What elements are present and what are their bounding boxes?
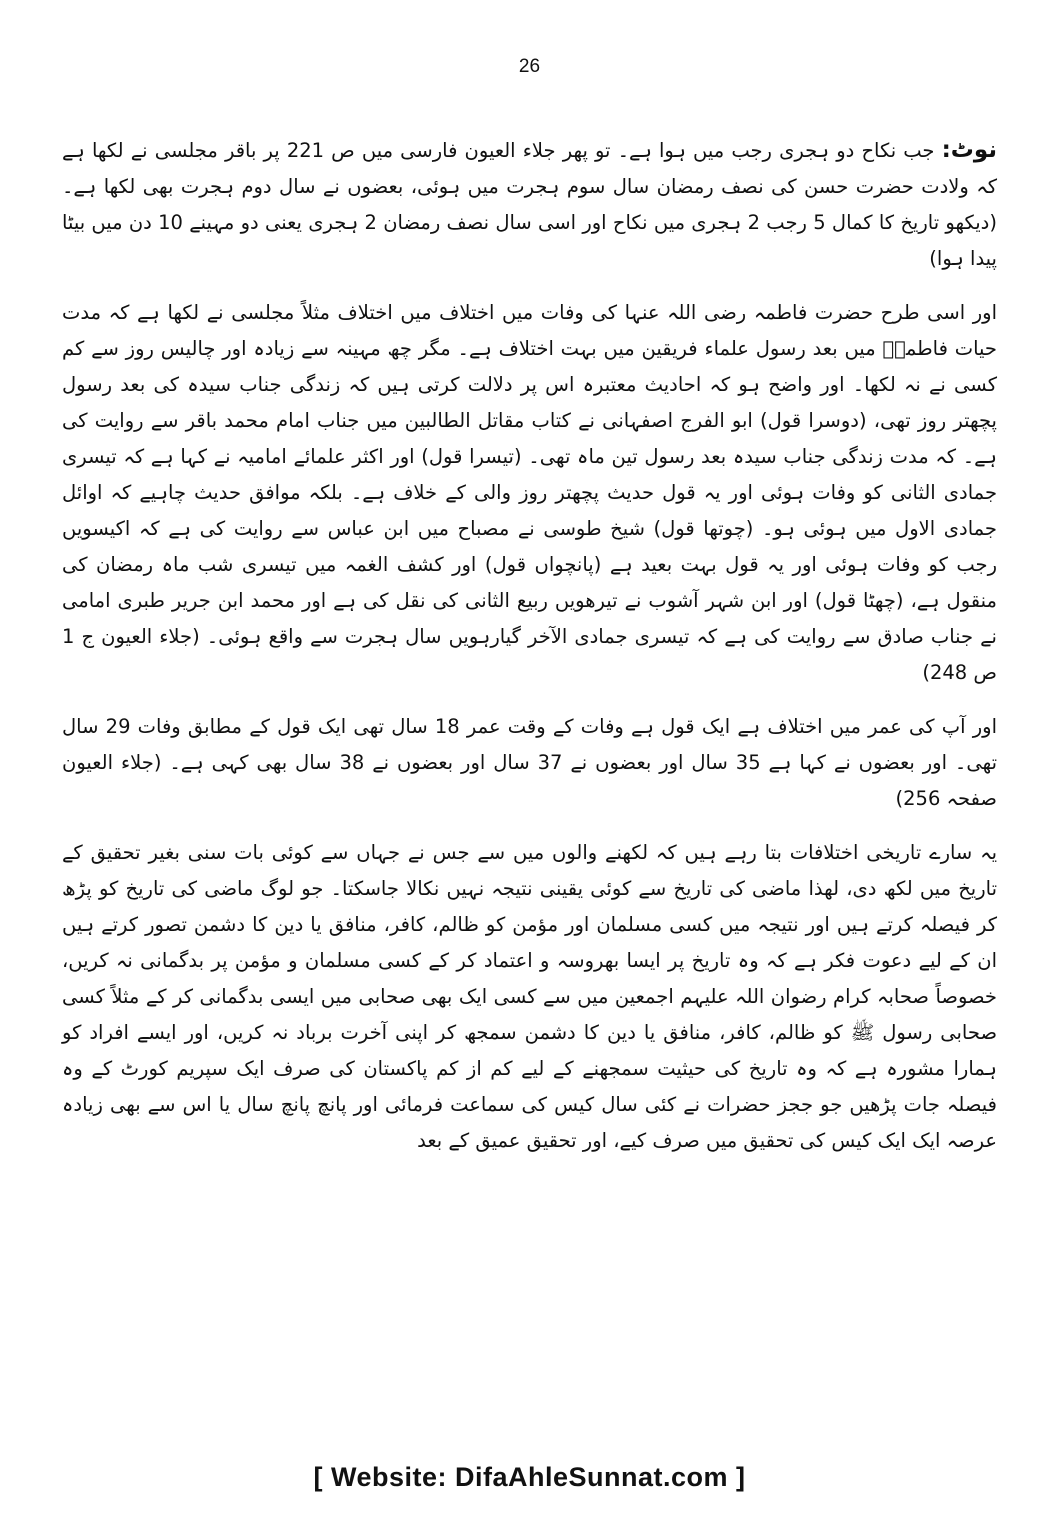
page-number: 26 (518, 56, 541, 77)
paragraph-age (62, 709, 997, 817)
note-label: نوٹ: (941, 137, 997, 163)
document-body (62, 132, 997, 1177)
paragraph-text: یہ سارے تاریخی اختلافات بتا رہے ہیں کہ لکھنے والوں میں سے جس نے جہاں سے کوئی بات سنی بغیر تحقیق کے تاریخ میں لکھ دی، لھذا ماضی کی تاریخ سے کوئی یقینی نتیجہ نہیں نکالا جاسکتا۔ جو لوگ ماضی کی تاریخ کو پڑھ کر فیصلہ کرتے ہیں اور نتیجہ میں کسی مسلمان اور مؤمن کو ظالم، کافر، منافق یا دین کا دشمن تصور کرتے ہیں ان کے لیے دعوت فکر ہے کہ وہ تاریخ پر ایسا بھروسہ و اعتماد کر کے کسی مسلمان و مؤمن پر بدگمانی نہ کریں، خصوصاً صحابہ کرام رضوان اللہ علیہم اجمعین میں سے کسی ایک بھی صحابی میں ایسی بدگمانی کر کے مثلاً کسی صحابی رسول ﷺ کو ظالم، کافر، منافق یا دین کا دشمن سمجھ کر اپنی آخرت برباد نہ کریں، اور ایسے افراد کو ہمارا مشورہ ہے کہ وہ تاریخ کی حیثیت سمجھنے کے لیے کم از کم پاکستان کی صرف ایک سپریم کورٹ کے وہ فیصلہ جات پڑھیں جو ججز حضرات نے کئی سال کیس کی سماعت فرمائی اور پانچ پانچ سال یا اس سے بھی زیادہ عرصہ ایک ایک کیس کی تحقیق میں صرف کیے، اور تحقیق عمیق کے بعد (62, 841, 997, 1152)
paragraph-note (62, 132, 997, 277)
paragraph-text: اور اسی طرح حضرت فاطمہ رضی اللہ عنہا کی وفات میں اختلاف میں اختلاف مثلاً مجلسی نے لکھا ہے کہ مدت حیات فاطمہؓ میں بعد رسول علماء فریقین میں بہت اختلاف ہے۔ مگر چھ مہینہ سے زیادہ اور چالیس روز سے کم کسی نے نہ لکھا۔ اور واضح ہو کہ احادیث معتبرہ اس پر دلالت کرتی ہیں کہ زندگی جناب سیدہ کی بعد رسول پچھتر روز تھی، (دوسرا قول) ابو الفرج اصفہانی نے کتاب مقاتل الطالبین میں جناب امام محمد باقر سے روایت کی ہے۔ کہ مدت زندگی جناب سیدہ بعد رسول تین ماہ تھی۔ (تیسرا قول) اور اکثر علمائے امامیہ نے کہا ہے کہ تیسری جمادی الثانی کو وفات ہوئی اور یہ قول حدیث پچھتر روز والی کے خلاف ہے۔ بلکہ موافق حدیث چاہیے کہ اوائل جمادی الاول میں ہوئی ہو۔ (چوتھا قول) شیخ طوسی نے مصباح میں ابن عباس سے روایت کی ہے کہ اکیسویں رجب کو وفات ہوئی اور یہ قول بہت بعید ہے (پانچواں قول) اور کشف الغمہ میں تیسری شب ماہ رمضان کی منقول ہے، (چھٹا قول) اور ابن شہر آشوب نے تیرھویں ربیع الثانی کی نقل کی ہے اور محمد ابن جریر طبری امامی نے جناب صادق سے روایت کی ہے کہ تیسری جمادی الآخر گیارہویں سال ہجرت سے واقع ہوئی۔ (جلاء العیون ج 1 ص 248) (62, 301, 997, 684)
paragraph-text: اور آپ کی عمر میں اختلاف ہے ایک قول ہے وفات کے وقت عمر 18 سال تھی ایک قول کے مطابق وفات 29 سال تھی۔ اور بعضوں نے کہا ہے 35 سال اور بعضوں نے 37 سال اور بعضوں نے 38 سال بھی کہی ہے۔ (جلاء العیون صفحہ 256) (62, 715, 998, 810)
paragraph-conclusion (62, 835, 997, 1159)
paragraph-text: جب نکاح دو ہجری رجب میں ہوا ہے۔ تو پھر جلاء العیون فارسی میں ص 221 پر باقر مجلسی نے لکھا ہے کہ ولادت حضرت حسن کی نصف رمضان سال سوم ہجرت میں ہوئی، بعضوں نے سال دوم ہجرت بھی لکھا ہے۔ (دیکھو تاریخ کا کمال 5 رجب 2 ہجری میں نکاح اور اسی سال نصف رمضان 2 ہجری یعنی دو مہینے 10 دن میں بیٹا پیدا ہوا) (62, 139, 997, 270)
website-footer: [ Website: DifaAhleSunnat.com ] (313, 1462, 746, 1492)
paragraph-fatima-death (62, 295, 997, 691)
